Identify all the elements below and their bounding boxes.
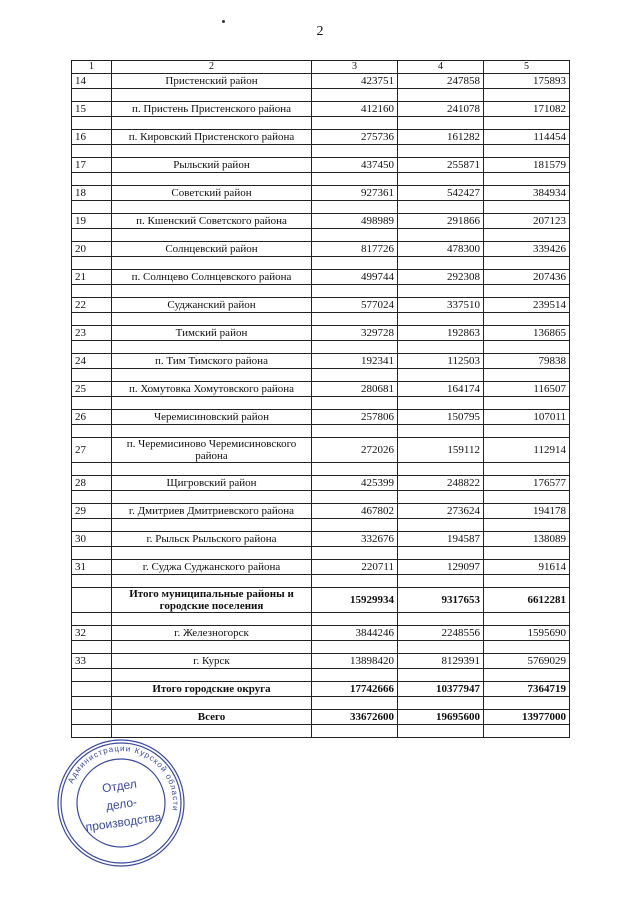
value-col3: 15929934 xyxy=(312,588,398,613)
value-col3: 498989 xyxy=(312,214,398,229)
table-row xyxy=(72,242,570,257)
value-col4: 112503 xyxy=(398,354,484,369)
spacer-cell xyxy=(312,397,398,410)
value-col4: 164174 xyxy=(398,382,484,397)
spacer-cell xyxy=(312,369,398,382)
value-col4: 9317653 xyxy=(398,588,484,613)
row-number xyxy=(72,710,112,725)
spacer-row xyxy=(72,575,570,588)
table-row xyxy=(72,186,570,201)
stamp-line: дело- xyxy=(105,794,138,814)
value-col5: 7364719 xyxy=(484,682,570,697)
spacer-row xyxy=(72,341,570,354)
spacer-cell xyxy=(112,89,312,102)
spacer-cell xyxy=(398,725,484,738)
row-number: 30 xyxy=(72,532,112,547)
value-col5: 207123 xyxy=(484,214,570,229)
spacer-cell xyxy=(312,229,398,242)
row-name: г. Железногорск xyxy=(112,626,312,641)
page-number: 2 xyxy=(316,24,324,39)
table-row xyxy=(72,214,570,229)
value-col3: 577024 xyxy=(312,298,398,313)
spacer-cell xyxy=(72,117,112,130)
row-name: г. Рыльск Рыльского района xyxy=(112,532,312,547)
value-col3: 272026 xyxy=(312,438,398,463)
spacer-cell xyxy=(312,425,398,438)
spacer-cell xyxy=(484,229,570,242)
spacer-cell xyxy=(112,285,312,298)
value-col5: 239514 xyxy=(484,298,570,313)
value-col5: 79838 xyxy=(484,354,570,369)
value-col4: 292308 xyxy=(398,270,484,285)
value-col5: 339426 xyxy=(484,242,570,257)
spacer-cell xyxy=(72,425,112,438)
value-col5: 175893 xyxy=(484,74,570,89)
value-col3: 412160 xyxy=(312,102,398,117)
row-number: 29 xyxy=(72,504,112,519)
spacer-cell xyxy=(112,697,312,710)
spacer-cell xyxy=(312,725,398,738)
row-number: 20 xyxy=(72,242,112,257)
spacer-cell xyxy=(312,463,398,476)
spacer-cell xyxy=(312,669,398,682)
spacer-cell xyxy=(72,519,112,532)
table-row xyxy=(72,654,570,669)
spacer-row xyxy=(72,613,570,626)
spacer-cell xyxy=(484,341,570,354)
spacer-cell xyxy=(312,575,398,588)
row-number: 25 xyxy=(72,382,112,397)
spacer-cell xyxy=(72,669,112,682)
spacer-cell xyxy=(312,491,398,504)
value-col3: 220711 xyxy=(312,560,398,575)
value-col5: 5769029 xyxy=(484,654,570,669)
row-number: 14 xyxy=(72,74,112,89)
spacer-cell xyxy=(398,397,484,410)
value-col3: 332676 xyxy=(312,532,398,547)
row-name: п. Тим Тимского района xyxy=(112,354,312,369)
spacer-cell xyxy=(398,313,484,326)
total-row xyxy=(72,710,570,725)
spacer-cell xyxy=(112,613,312,626)
value-col5: 207436 xyxy=(484,270,570,285)
row-number: 17 xyxy=(72,158,112,173)
spacer-row xyxy=(72,697,570,710)
spacer-cell xyxy=(312,519,398,532)
spacer-cell xyxy=(484,491,570,504)
row-number: 23 xyxy=(72,326,112,341)
value-col4: 478300 xyxy=(398,242,484,257)
spacer-cell xyxy=(72,229,112,242)
value-col3: 927361 xyxy=(312,186,398,201)
spacer-row xyxy=(72,519,570,532)
spacer-cell xyxy=(72,697,112,710)
spacer-cell xyxy=(72,613,112,626)
row-name: п. Хомутовка Хомутовского района xyxy=(112,382,312,397)
table-row xyxy=(72,326,570,341)
value-col4: 161282 xyxy=(398,130,484,145)
value-col4: 194587 xyxy=(398,532,484,547)
spacer-cell xyxy=(484,145,570,158)
row-name: г. Курск xyxy=(112,654,312,669)
value-col4: 2248556 xyxy=(398,626,484,641)
spacer-cell xyxy=(484,201,570,214)
spacer-cell xyxy=(72,257,112,270)
row-name: п. Кшенский Советского района xyxy=(112,214,312,229)
value-col4: 19695600 xyxy=(398,710,484,725)
table-row xyxy=(72,476,570,491)
column-header: 1 xyxy=(72,61,112,74)
spacer-cell xyxy=(484,547,570,560)
value-col5: 171082 xyxy=(484,102,570,117)
spacer-cell xyxy=(312,117,398,130)
spacer-cell xyxy=(398,547,484,560)
spacer-cell xyxy=(72,463,112,476)
value-col4: 248822 xyxy=(398,476,484,491)
spacer-cell xyxy=(312,641,398,654)
header-row xyxy=(72,61,570,74)
stamp-ring-text: Администрации Курской области xyxy=(66,743,181,813)
spacer-cell xyxy=(72,285,112,298)
spacer-cell xyxy=(484,725,570,738)
row-name: Итого муниципальные районы и городские поселения xyxy=(112,588,312,613)
stamp-line: Отдел xyxy=(101,776,138,796)
value-col3: 329728 xyxy=(312,326,398,341)
spacer-row xyxy=(72,369,570,382)
spacer-cell xyxy=(312,173,398,186)
spacer-cell xyxy=(312,285,398,298)
row-number: 18 xyxy=(72,186,112,201)
spacer-row xyxy=(72,313,570,326)
spacer-cell xyxy=(398,89,484,102)
row-number: 19 xyxy=(72,214,112,229)
spacer-cell xyxy=(484,425,570,438)
value-col4: 247858 xyxy=(398,74,484,89)
value-col4: 129097 xyxy=(398,560,484,575)
value-col4: 255871 xyxy=(398,158,484,173)
row-name: Советский район xyxy=(112,186,312,201)
spacer-cell xyxy=(398,173,484,186)
table-row xyxy=(72,74,570,89)
spacer-cell xyxy=(312,613,398,626)
spacer-cell xyxy=(398,341,484,354)
spacer-cell xyxy=(112,201,312,214)
value-col3: 257806 xyxy=(312,410,398,425)
spacer-cell xyxy=(398,117,484,130)
spacer-row xyxy=(72,285,570,298)
spacer-cell xyxy=(112,463,312,476)
spacer-cell xyxy=(398,519,484,532)
row-name: п. Пристень Пристенского района xyxy=(112,102,312,117)
table-row xyxy=(72,438,570,463)
spacer-row xyxy=(72,145,570,158)
value-col5: 107011 xyxy=(484,410,570,425)
table-row xyxy=(72,298,570,313)
table-row xyxy=(72,532,570,547)
spacer-cell xyxy=(112,547,312,560)
value-col3: 192341 xyxy=(312,354,398,369)
row-name: Итого городские округа xyxy=(112,682,312,697)
value-col4: 273624 xyxy=(398,504,484,519)
table-row xyxy=(72,504,570,519)
spacer-cell xyxy=(484,575,570,588)
row-number: 24 xyxy=(72,354,112,369)
total-row xyxy=(72,682,570,697)
value-col5: 112914 xyxy=(484,438,570,463)
spacer-row xyxy=(72,641,570,654)
stamp-line: производства xyxy=(84,809,163,835)
row-number: 16 xyxy=(72,130,112,145)
spacer-cell xyxy=(484,257,570,270)
spacer-cell xyxy=(398,425,484,438)
spacer-cell xyxy=(398,257,484,270)
value-col5: 114454 xyxy=(484,130,570,145)
spacer-cell xyxy=(72,547,112,560)
column-header: 2 xyxy=(112,61,312,74)
value-col3: 499744 xyxy=(312,270,398,285)
value-col3: 425399 xyxy=(312,476,398,491)
total-row xyxy=(72,588,570,613)
table-row xyxy=(72,102,570,117)
spacer-row xyxy=(72,547,570,560)
spacer-cell xyxy=(312,257,398,270)
value-col5: 136865 xyxy=(484,326,570,341)
scan-speck xyxy=(222,20,225,23)
spacer-cell xyxy=(312,89,398,102)
spacer-cell xyxy=(72,341,112,354)
value-col5: 13977000 xyxy=(484,710,570,725)
spacer-cell xyxy=(72,575,112,588)
row-name: Всего xyxy=(112,710,312,725)
spacer-cell xyxy=(312,547,398,560)
row-number: 32 xyxy=(72,626,112,641)
value-col3: 817726 xyxy=(312,242,398,257)
spacer-cell xyxy=(484,285,570,298)
spacer-row xyxy=(72,397,570,410)
spacer-cell xyxy=(484,519,570,532)
spacer-cell xyxy=(112,369,312,382)
spacer-row xyxy=(72,491,570,504)
value-col5: 116507 xyxy=(484,382,570,397)
spacer-cell xyxy=(112,425,312,438)
row-number: 28 xyxy=(72,476,112,491)
row-name: п. Черемисиново Черемисиновского района xyxy=(112,438,312,463)
spacer-cell xyxy=(398,613,484,626)
column-header: 3 xyxy=(312,61,398,74)
table-row xyxy=(72,158,570,173)
spacer-cell xyxy=(398,201,484,214)
spacer-cell xyxy=(112,669,312,682)
value-col3: 17742666 xyxy=(312,682,398,697)
spacer-row xyxy=(72,173,570,186)
column-header: 5 xyxy=(484,61,570,74)
value-col5: 138089 xyxy=(484,532,570,547)
value-col3: 423751 xyxy=(312,74,398,89)
table-row xyxy=(72,410,570,425)
table-row xyxy=(72,560,570,575)
value-col5: 384934 xyxy=(484,186,570,201)
value-col3: 33672600 xyxy=(312,710,398,725)
column-header: 4 xyxy=(398,61,484,74)
spacer-cell xyxy=(312,313,398,326)
spacer-cell xyxy=(112,257,312,270)
spacer-row xyxy=(72,425,570,438)
spacer-cell xyxy=(112,397,312,410)
office-stamp xyxy=(54,736,188,870)
row-number: 33 xyxy=(72,654,112,669)
value-col3: 467802 xyxy=(312,504,398,519)
row-number: 15 xyxy=(72,102,112,117)
value-col3: 280681 xyxy=(312,382,398,397)
spacer-cell xyxy=(112,341,312,354)
value-col5: 176577 xyxy=(484,476,570,491)
spacer-row xyxy=(72,201,570,214)
value-col4: 159112 xyxy=(398,438,484,463)
spacer-row xyxy=(72,669,570,682)
row-number: 21 xyxy=(72,270,112,285)
data-table xyxy=(71,60,570,738)
table-row xyxy=(72,382,570,397)
spacer-cell xyxy=(72,397,112,410)
value-col3: 437450 xyxy=(312,158,398,173)
spacer-cell xyxy=(398,669,484,682)
table-row xyxy=(72,130,570,145)
value-col5: 91614 xyxy=(484,560,570,575)
spacer-cell xyxy=(112,519,312,532)
spacer-cell xyxy=(72,641,112,654)
spacer-row xyxy=(72,117,570,130)
value-col3: 3844246 xyxy=(312,626,398,641)
spacer-cell xyxy=(484,641,570,654)
spacer-row xyxy=(72,229,570,242)
spacer-cell xyxy=(484,397,570,410)
spacer-cell xyxy=(484,313,570,326)
row-name: Тимский район xyxy=(112,326,312,341)
row-name: г. Дмитриев Дмитриевского района xyxy=(112,504,312,519)
spacer-cell xyxy=(484,117,570,130)
value-col5: 181579 xyxy=(484,158,570,173)
value-col4: 337510 xyxy=(398,298,484,313)
spacer-cell xyxy=(398,145,484,158)
table-row xyxy=(72,354,570,369)
spacer-cell xyxy=(398,491,484,504)
row-name: Суджанский район xyxy=(112,298,312,313)
row-name: п. Кировский Пристенского района xyxy=(112,130,312,145)
spacer-cell xyxy=(112,641,312,654)
spacer-cell xyxy=(484,369,570,382)
spacer-cell xyxy=(112,145,312,158)
spacer-cell xyxy=(398,369,484,382)
value-col3: 13898420 xyxy=(312,654,398,669)
row-number xyxy=(72,588,112,613)
spacer-cell xyxy=(398,575,484,588)
spacer-cell xyxy=(72,313,112,326)
spacer-cell xyxy=(398,229,484,242)
value-col5: 194178 xyxy=(484,504,570,519)
spacer-cell xyxy=(484,697,570,710)
row-name: г. Суджа Суджанского района xyxy=(112,560,312,575)
spacer-cell xyxy=(112,117,312,130)
spacer-row xyxy=(72,89,570,102)
value-col4: 192863 xyxy=(398,326,484,341)
spacer-cell xyxy=(312,145,398,158)
value-col4: 8129391 xyxy=(398,654,484,669)
table-row xyxy=(72,626,570,641)
spacer-row xyxy=(72,463,570,476)
spacer-cell xyxy=(312,341,398,354)
spacer-cell xyxy=(112,173,312,186)
row-name: Рыльский район xyxy=(112,158,312,173)
spacer-cell xyxy=(72,491,112,504)
value-col4: 10377947 xyxy=(398,682,484,697)
table-row xyxy=(72,270,570,285)
spacer-cell xyxy=(484,613,570,626)
spacer-cell xyxy=(398,285,484,298)
spacer-cell xyxy=(484,669,570,682)
spacer-cell xyxy=(484,173,570,186)
row-name: Солнцевский район xyxy=(112,242,312,257)
spacer-cell xyxy=(112,575,312,588)
spacer-cell xyxy=(312,697,398,710)
spacer-cell xyxy=(398,697,484,710)
spacer-cell xyxy=(72,173,112,186)
spacer-cell xyxy=(72,145,112,158)
row-number: 26 xyxy=(72,410,112,425)
spacer-cell xyxy=(398,463,484,476)
spacer-cell xyxy=(72,369,112,382)
spacer-row xyxy=(72,257,570,270)
row-number: 31 xyxy=(72,560,112,575)
value-col4: 241078 xyxy=(398,102,484,117)
row-number: 22 xyxy=(72,298,112,313)
row-number: 27 xyxy=(72,438,112,463)
spacer-cell xyxy=(72,201,112,214)
row-name: Щигровский район xyxy=(112,476,312,491)
row-number xyxy=(72,682,112,697)
spacer-cell xyxy=(398,641,484,654)
value-col5: 1595690 xyxy=(484,626,570,641)
spacer-cell xyxy=(112,229,312,242)
spacer-cell xyxy=(312,201,398,214)
spacer-cell xyxy=(112,491,312,504)
value-col3: 275736 xyxy=(312,130,398,145)
value-col4: 150795 xyxy=(398,410,484,425)
value-col4: 291866 xyxy=(398,214,484,229)
row-name: п. Солнцево Солнцевского района xyxy=(112,270,312,285)
spacer-cell xyxy=(484,463,570,476)
value-col4: 542427 xyxy=(398,186,484,201)
spacer-cell xyxy=(112,313,312,326)
row-name: Пристенский район xyxy=(112,74,312,89)
row-name: Черемисиновский район xyxy=(112,410,312,425)
spacer-cell xyxy=(72,89,112,102)
value-col5: 6612281 xyxy=(484,588,570,613)
spacer-cell xyxy=(484,89,570,102)
